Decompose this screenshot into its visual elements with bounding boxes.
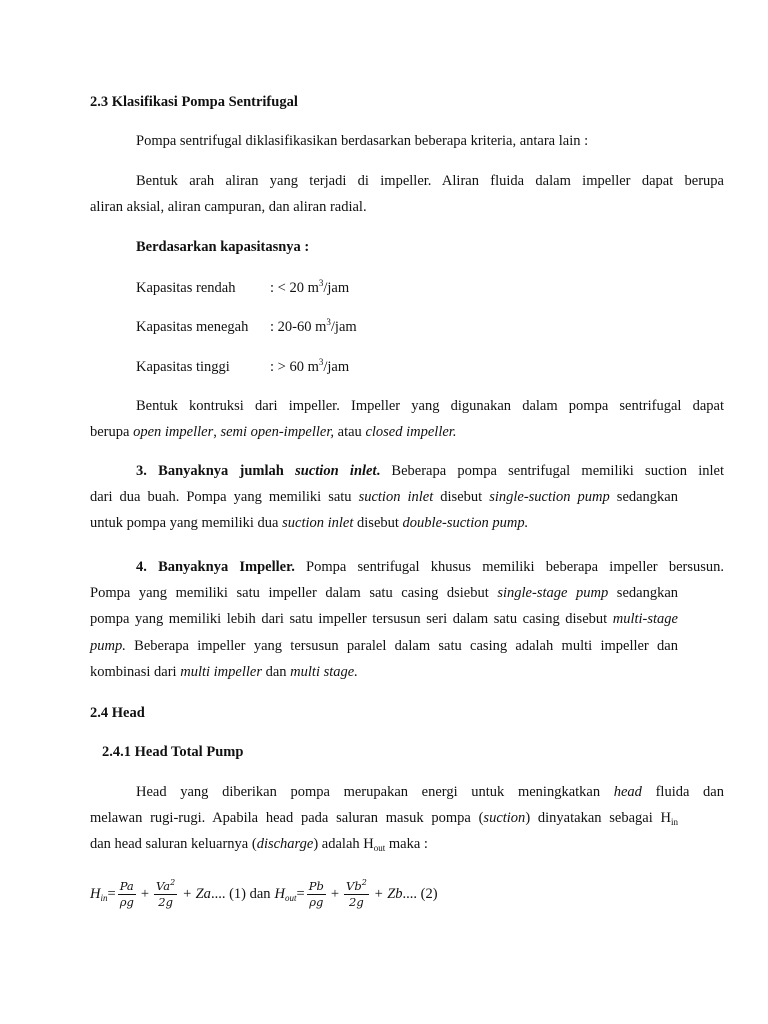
kapasitas-heading: Berdasarkan kapasitasnya : xyxy=(136,239,310,255)
kapasitas-value: : < 20 $m^3$/jam xyxy=(270,278,350,296)
kapasitas-label: Kapasitas rendah xyxy=(136,280,236,296)
impeller-line-3: pompa yang memiliki lebih dari satu impeller tersusun seri dalam satu casing disebut multi-stage xyxy=(90,611,678,627)
h-in-symbol: $H_{in}$ xyxy=(90,885,108,903)
bentuk-arah-line-2: aliran aksial, aliran campuran, dan aliran radial. xyxy=(90,199,367,215)
suction-line-2: dari dua buah. Pompa yang memiliki satu suction inlet disebut single-suction pump sedangkan xyxy=(90,489,678,505)
section-heading-2-3: 2.3 Klasifikasi Pompa Sentrifugal xyxy=(90,94,298,110)
kapasitas-row-rendah xyxy=(136,278,536,298)
impeller-line-2: Pompa yang memiliki satu impeller dalam satu casing dsiebut single-stage pump sedangkan xyxy=(90,585,679,601)
suction-line-1: 3. Banyaknya jumlah suction inlet. Beberapa pompa sentrifugal memiliki suction inlet xyxy=(136,463,724,479)
impeller-line-1: 4. Banyaknya Impeller. Pompa sentrifugal khusus memiliki beberapa impeller bersusun. xyxy=(136,559,724,575)
head-line-1: Head yang diberikan pompa merupakan energi untuk meningkatkan head fluida dan xyxy=(136,784,724,800)
kapasitas-row-tinggi xyxy=(136,357,536,377)
bentuk-arah-line-1: Bentuk arah aliran yang terjadi di impeller. Aliran fluida dalam impeller dapat berupa xyxy=(136,173,724,189)
head-line-3: dan head saluran keluarnya (discharge) adalah $H_{out}$ maka : xyxy=(90,836,428,853)
kapasitas-value: : 20-60 $m^3$/jam xyxy=(270,317,357,335)
kapasitas-value: : > 60 $m^3$/jam xyxy=(270,357,350,375)
fraction-pb-rho-g: $\frac{Pb}{\rho g}$ xyxy=(308,878,324,909)
impeller-line-4: pump. Beberapa impeller yang tersusun paralel dalam satu casing adalah multi impeller dan xyxy=(90,638,678,654)
suction-title: 3. Banyaknya jumlah suction inlet. xyxy=(136,463,381,479)
section-heading-2-4: 2.4 Head xyxy=(90,705,145,721)
fraction-vb2-2g: $\frac{Vb^2}{2g}$ xyxy=(346,877,367,909)
impeller-title: 4. Banyaknya Impeller. xyxy=(136,559,295,575)
subsection-heading-2-4-1: 2.4.1 Head Total Pump xyxy=(102,744,244,760)
intro-paragraph: Pompa sentrifugal diklasifikasikan berdasarkan beberapa kriteria, antara lain : xyxy=(136,133,589,149)
fraction-pa-rho-g: $\frac{Pa}{\rho g}$ xyxy=(119,878,134,909)
head-line-2: melawan rugi-rugi. Apabila head pada saluran masuk pompa (suction) dinyatakan sebagai $H_{in}$ xyxy=(90,810,678,827)
konstruksi-line-1: Bentuk kontruksi dari impeller. Impeller yang digunakan dalam pompa sentrifugal dapat xyxy=(136,398,724,414)
kapasitas-row-menegah xyxy=(136,317,536,337)
impeller-line-5: kombinasi dari multi impeller dan multi stage. xyxy=(90,664,358,680)
konstruksi-line-2: berupa open impeller, semi open-impeller, atau closed impeller. xyxy=(90,424,457,440)
h-out-symbol: $H_{out}$ xyxy=(274,885,297,903)
suction-line-3: untuk pompa yang memiliki dua suction inlet disebut double-suction pump. xyxy=(90,515,529,531)
head-equation: $H_{in}$ = $\frac{Pa}{\rho g}$ + $\frac{Va^2}{2g}$ + Za .... (1) dan $H_{out}$ = $\frac{Pb}{\rho g}$ + $\frac{Vb^2}{2g}$ + Zb .... (2) xyxy=(90,877,438,909)
kapasitas-label: Kapasitas menegah xyxy=(136,319,249,335)
kapasitas-label: Kapasitas tinggi xyxy=(136,359,230,375)
fraction-va2-2g: $\frac{Va^2}{2g}$ xyxy=(156,877,176,909)
